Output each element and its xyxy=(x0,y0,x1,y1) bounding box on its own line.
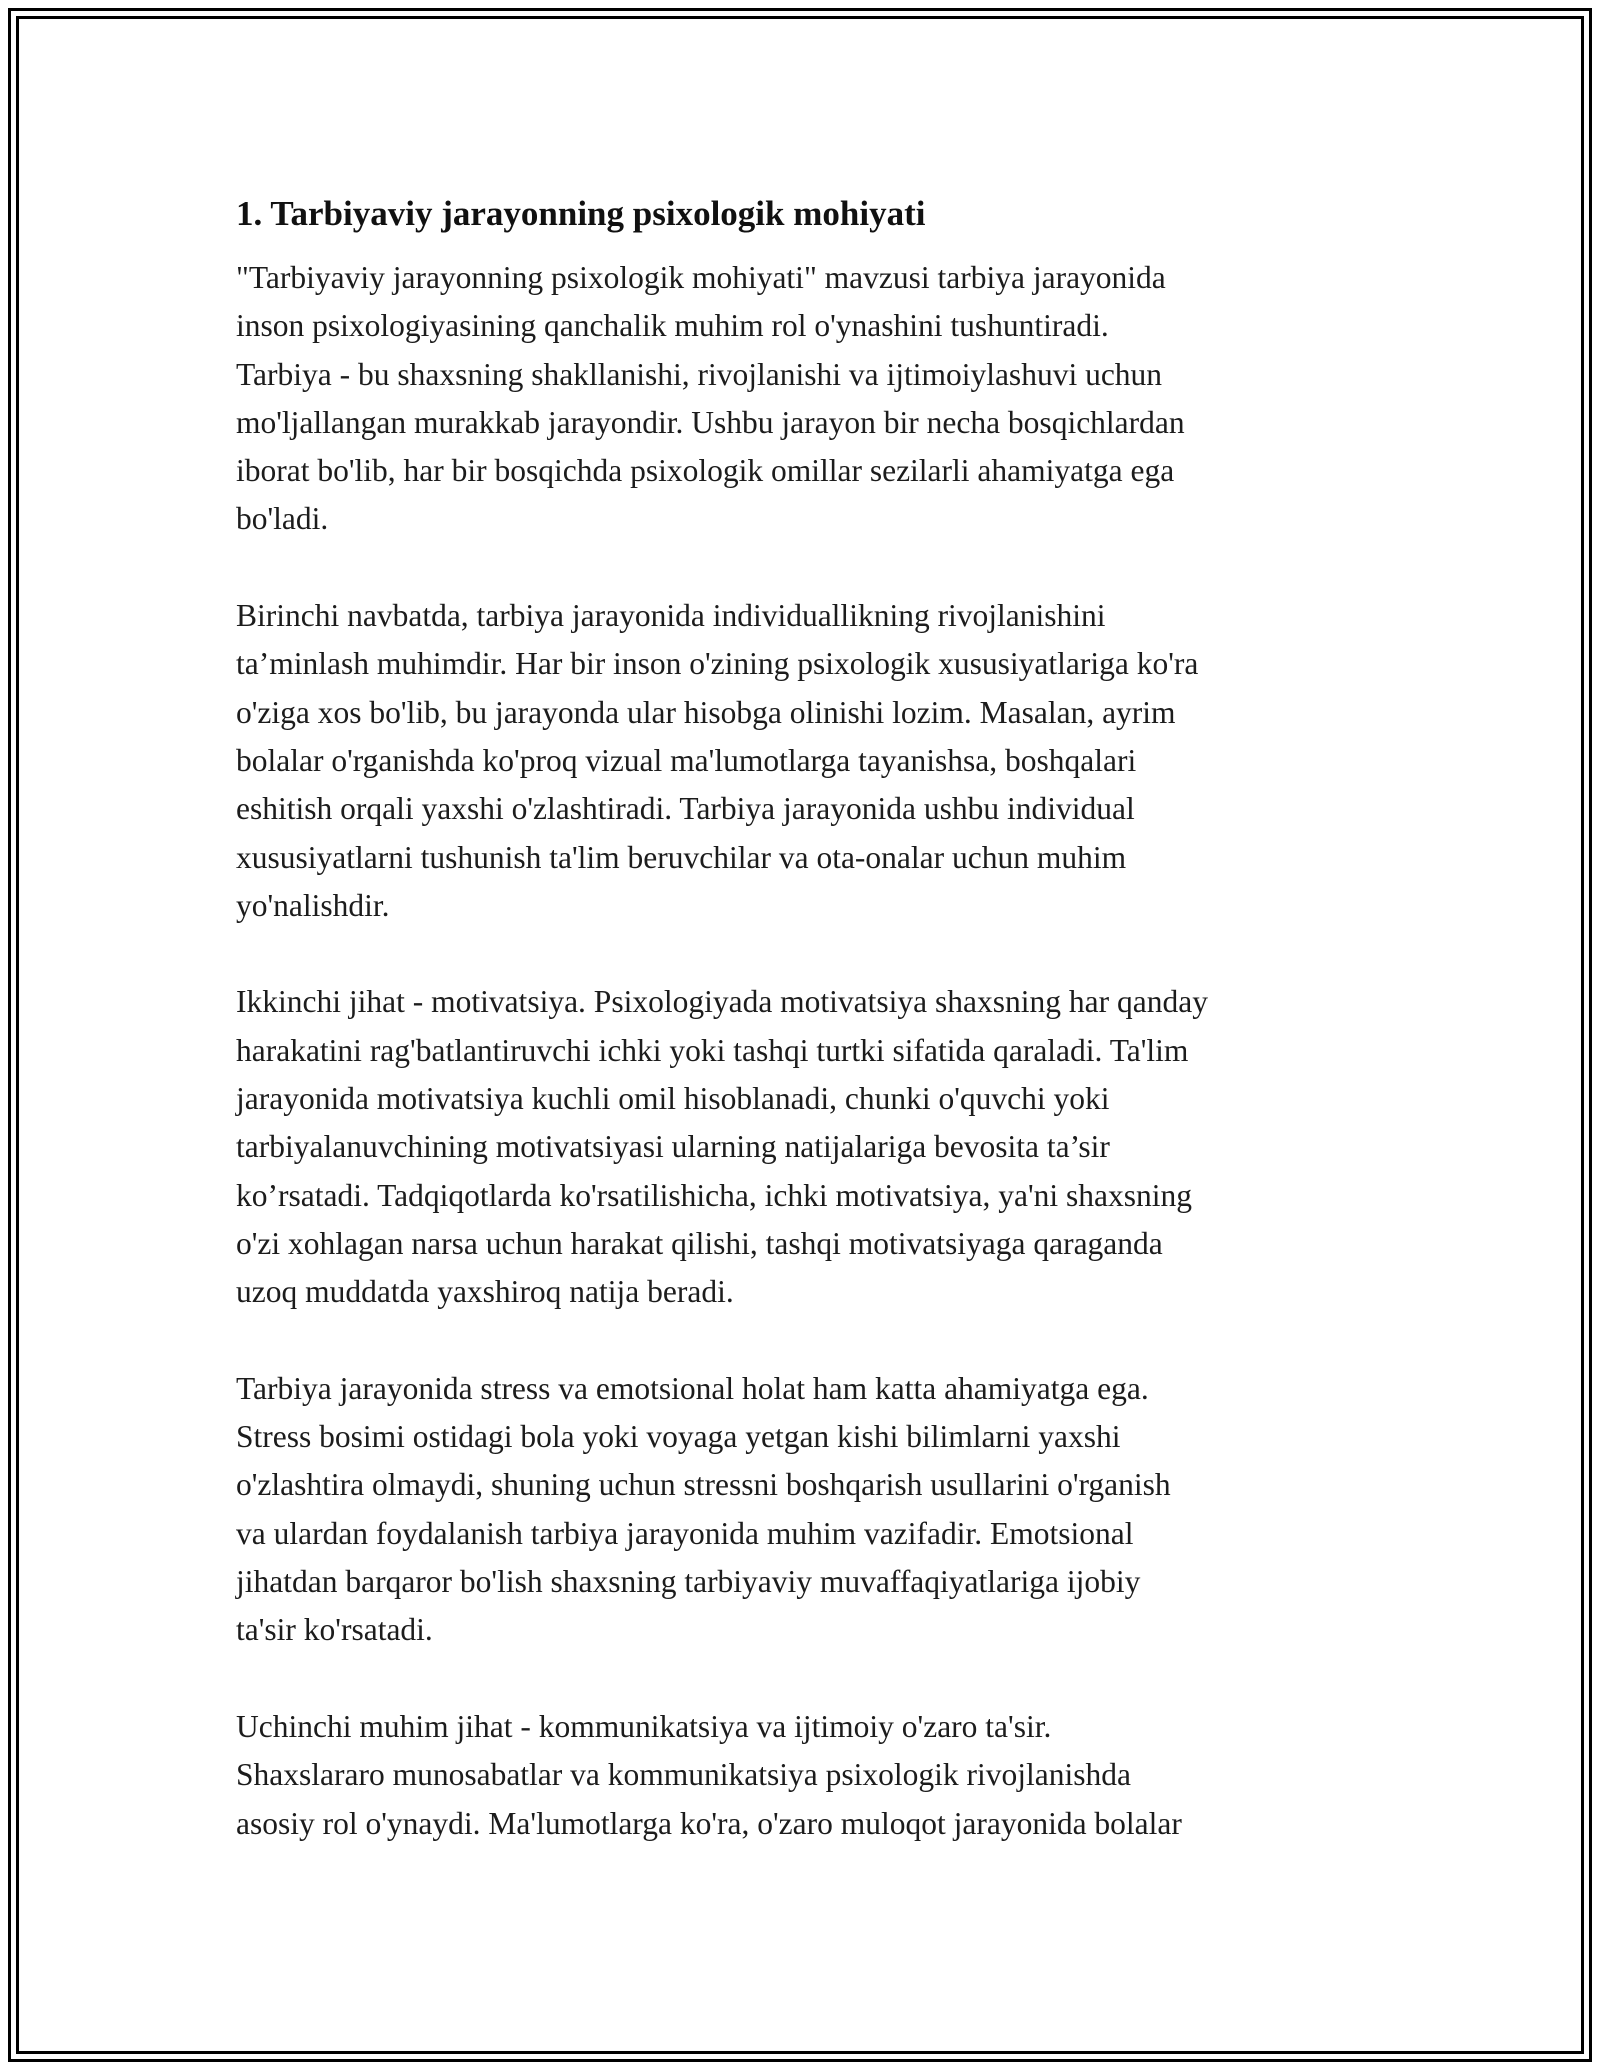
paragraph xyxy=(236,978,1371,1316)
paragraph-line: ta’minlash muhimdir. Har bir inson o'zining psixologik xususiyatlariga ko'ra xyxy=(236,646,1199,682)
paragraph-line: harakatini rag'batlantiruvchi ichki yoki tashqi turtki sifatida qaraladi. Ta'lim xyxy=(236,1032,1189,1068)
paragraph-line: Ikkinchi jihat - motivatsiya. Psixologiyada motivatsiya shaxsning har qanday xyxy=(236,984,1208,1020)
paragraph-line: uzoq muddatda yaxshiroq natija beradi. xyxy=(236,1274,734,1310)
paragraph-line: bo'ladi. xyxy=(236,501,329,537)
paragraph-line: Tarbiya jarayonida stress va emotsional holat ham katta ahamiyatga ega. xyxy=(236,1370,1149,1406)
paragraph-line: ta'sir ko'rsatadi. xyxy=(236,1612,433,1648)
paragraph-line: ko’rsatadi. Tadqiqotlarda ko'rsatilishicha, ichki motivatsiya, ya'ni shaxsning xyxy=(236,1177,1192,1213)
paragraph-list xyxy=(236,254,1371,1848)
paragraph-line: xususiyatlarni tushunish ta'lim beruvchilar va ota-onalar uchun muhim xyxy=(236,839,1127,875)
paragraph-line: o'zlashtira olmaydi, shuning uchun stressni boshqarish usullarini o'rganish xyxy=(236,1467,1171,1503)
paragraph-line: Uchinchi muhim jihat - kommunikatsiya va ijtimoiy o'zaro ta'sir. xyxy=(236,1708,1052,1744)
paragraph-line: o'ziga xos bo'lib, bu jarayonda ular hisobga olinishi lozim. Masalan, ayrim xyxy=(236,694,1176,730)
paragraph-line: jarayonida motivatsiya kuchli omil hisoblanadi, chunki o'quvchi yoki xyxy=(236,1081,1110,1117)
paragraph-line: Shaxslararo munosabatlar va kommunikatsiya psixologik rivojlanishda xyxy=(236,1757,1131,1793)
paragraph-line: asosiy rol o'ynaydi. Ma'lumotlarga ko'ra, o'zaro muloqot jarayonida bolalar xyxy=(236,1805,1182,1841)
paragraph-line: jihatdan barqaror bo'lish shaxsning tarbiyaviy muvaffaqiyatlariga ijobiy xyxy=(236,1564,1141,1600)
section-heading: 1. Tarbiyaviy jarayonning psixologik mohiyati xyxy=(236,194,926,233)
paragraph-line: yo'nalishdir. xyxy=(236,887,390,923)
document-body xyxy=(236,186,1371,1896)
paragraph-line: Stress bosimi ostidagi bola yoki voyaga yetgan kishi bilimlarni yaxshi xyxy=(236,1419,1121,1455)
paragraph xyxy=(236,1365,1371,1655)
paragraph-line: mo'ljallangan murakkab jarayondir. Ushbu jarayon bir necha bosqichlardan xyxy=(236,404,1185,440)
paragraph-line: eshitish orqali yaxshi o'zlashtiradi. Tarbiya jarayonida ushbu individual xyxy=(236,791,1135,827)
paragraph-line: inson psixologiyasining qanchalik muhim rol o'ynashini tushuntiradi. xyxy=(236,308,1109,344)
paragraph xyxy=(236,592,1371,930)
paragraph xyxy=(236,1703,1371,1848)
paragraph-line: Birinchi navbatda, tarbiya jarayonida individuallikning rivojlanishini xyxy=(236,598,1106,634)
paragraph-line: o'zi xohlagan narsa uchun harakat qilishi, tashqi motivatsiyaga qaraganda xyxy=(236,1225,1163,1261)
paragraph-line: "Tarbiyaviy jarayonning psixologik mohiyati" mavzusi tarbiya jarayonida xyxy=(236,260,1166,295)
paragraph-line: Tarbiya - bu shaxsning shakllanishi, rivojlanishi va ijtimoiylashuvi uchun xyxy=(236,356,1163,392)
paragraph-line: iborat bo'lib, har bir bosqichda psixologik omillar sezilarli ahamiyatga ega xyxy=(236,453,1175,489)
paragraph-line: va ulardan foydalanish tarbiya jarayonida muhim vazifadir. Emotsional xyxy=(236,1515,1134,1551)
paragraph-line: bolalar o'rganishda ko'proq vizual ma'lumotlarga tayanishsa, boshqalari xyxy=(236,742,1137,778)
paragraph xyxy=(236,254,1371,544)
paragraph-line: tarbiyalanuvchining motivatsiyasi ularning natijalariga bevosita ta’sir xyxy=(236,1129,1110,1165)
